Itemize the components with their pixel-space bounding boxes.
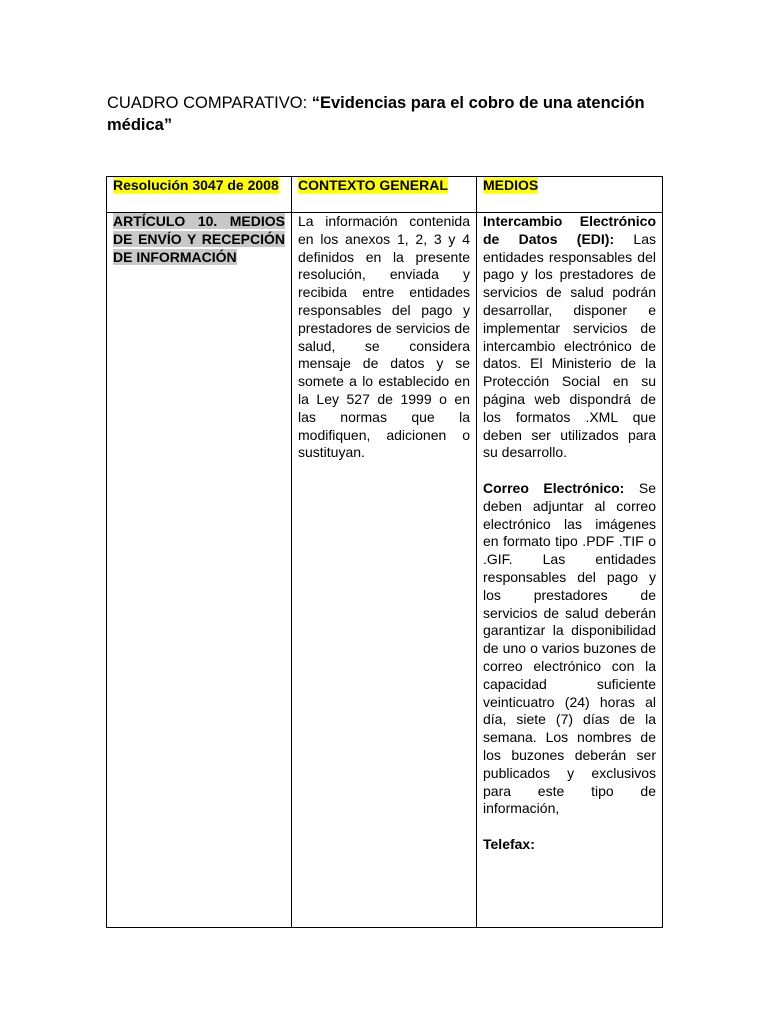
- header-cell-resolution: [107, 177, 292, 213]
- paragraph-gap: [483, 818, 656, 836]
- header-cell-medios: [477, 177, 663, 213]
- document-title: [107, 92, 667, 136]
- edi-title: Intercambio Electrónico de Datos (EDI):: [483, 213, 656, 247]
- fax-paragraph: [483, 836, 656, 854]
- medios-cell: [477, 213, 663, 928]
- header-cell-context: [292, 177, 477, 213]
- article-cell: [107, 213, 292, 928]
- article-title: ARTÍCULO 10. MEDIOS DE ENVÍO Y RECEPCIÓN DE INFORMACIÓN: [113, 213, 285, 265]
- context-cell: [292, 213, 477, 928]
- email-title: Correo Electrónico:: [483, 479, 625, 496]
- comparison-table: [106, 176, 663, 928]
- fax-title: Telefax:: [483, 835, 535, 852]
- context-text: La información contenida en los anexos 1, 2, 3 y 4 definidos en la presente resolución, enviada y recibida entre entidades responsables del pago y prestadores de servicios de salud, se considera mensaje de datos y se somete a lo establecido en la Ley 527 de 1999 o en las normas que la modifiquen, adicionen o sustituyan.: [298, 213, 470, 461]
- email-paragraph: [483, 480, 656, 818]
- header-context: CONTEXTO GENERAL: [298, 177, 448, 193]
- paragraph-gap: [483, 462, 656, 480]
- email-text: Se deben adjuntar al correo electrónico las imágenes en formato tipo .PDF .TIF o .GIF. Las entidades responsables del pago y los prestadores de servicios de salud deberán garantizar la disponibilidad de uno o varios buzones de correo electrónico con la capacidad suficiente veinticuatro (24) horas al día, siete (7) días de la semana. Los nombres de los buzones deberán ser publicados y exclusivos para este tipo de información,: [483, 479, 656, 817]
- title-main: “Evidencias para el cobro de una atención médica”: [107, 94, 645, 134]
- table-header-row: [107, 177, 663, 213]
- edi-paragraph: [483, 213, 656, 462]
- header-medios: MEDIOS: [483, 177, 539, 193]
- edi-text: Las entidades responsables del pago y los prestadores de servicios de salud podrán desarrollar, disponer e implementar servicios de intercambio electrónico de datos. El Ministerio de la Protección Social en su página web dispondrá de los formatos .XML que deben ser utilizados para su desarrollo.: [483, 230, 656, 461]
- header-resolution: Resolución 3047 de 2008: [113, 177, 279, 193]
- table-row: [107, 213, 663, 928]
- title-prefix: CUADRO COMPARATIVO:: [107, 94, 312, 112]
